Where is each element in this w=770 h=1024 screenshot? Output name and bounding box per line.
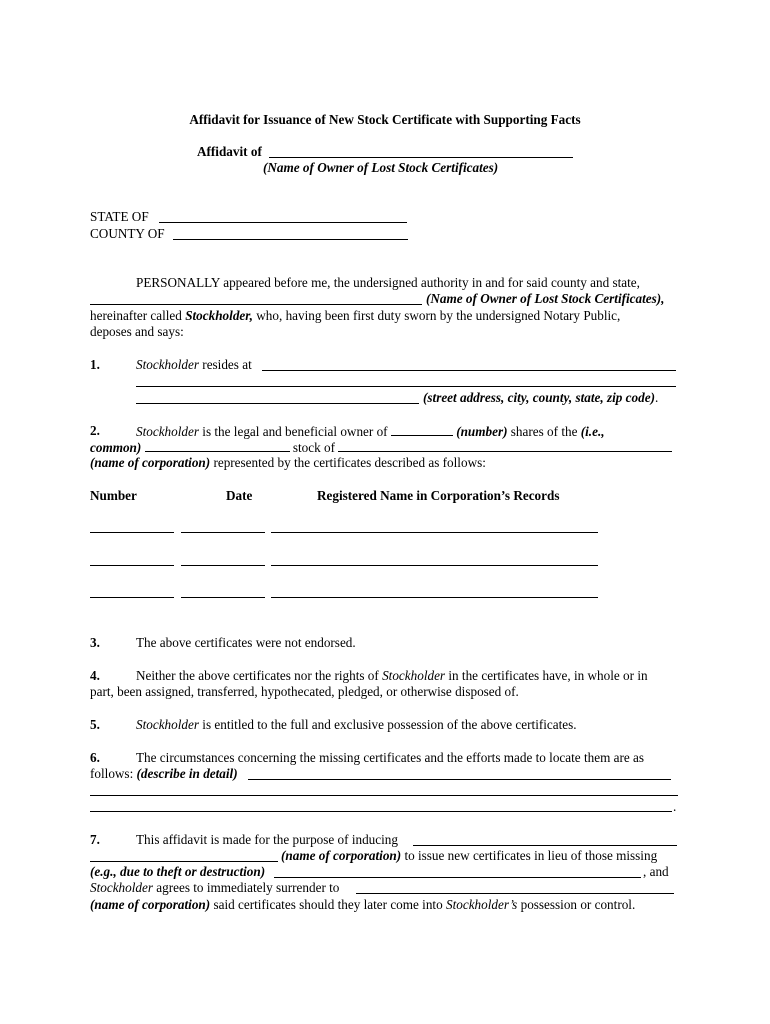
affidavit-of-label: Affidavit of xyxy=(197,144,262,159)
owner-tag: (Name of Owner of Lost Stock Certificates), xyxy=(426,291,665,306)
corp-name-line-2[interactable] xyxy=(90,861,278,862)
residence-line-3[interactable] xyxy=(136,403,419,404)
item-2-line-2: common) stock of xyxy=(90,439,672,457)
document-title: Affidavit for Issuance of New Stock Certificate with Supporting Facts xyxy=(189,112,581,127)
corporation-name-line[interactable] xyxy=(338,439,672,452)
row-2-number-line[interactable] xyxy=(90,565,174,566)
item-2-line-3: (name of corporation) represented by the certificates described as follows: xyxy=(90,455,486,470)
owner-caption: (Name of Owner of Lost Stock Certificates) xyxy=(263,160,499,175)
header-registered-name: Registered Name in Corporation’s Records xyxy=(317,488,560,503)
item-3-text: The above certificates were not endorsed. xyxy=(136,635,356,650)
inducing-corp-line[interactable] xyxy=(413,845,677,846)
item-5-number: 5. xyxy=(90,717,100,732)
item-3-number: 3. xyxy=(90,635,100,650)
circumstances-line-3[interactable] xyxy=(90,811,672,812)
address-tag: (street address, city, county, state, zip code). xyxy=(423,390,659,405)
county-label: COUNTY OF xyxy=(90,226,165,241)
shares-number-line[interactable] xyxy=(391,423,453,436)
item-7-line-1: This affidavit is made for the purpose of inducing xyxy=(136,832,398,847)
item-7-line-5: (name of corporation) said certificates should they later come into Stockholder’s possession or control. xyxy=(90,897,636,912)
row-1-date-line[interactable] xyxy=(181,532,265,533)
state-line[interactable] xyxy=(159,222,407,223)
item-4-line-2: part, been assigned, transferred, hypothecated, pledged, or otherwise disposed of. xyxy=(90,684,519,699)
item-1-text: Stockholder resides at xyxy=(136,357,252,372)
row-2-date-line[interactable] xyxy=(181,565,265,566)
item-6-line-2: follows: (describe in detail) xyxy=(90,766,238,781)
row-3-date-line[interactable] xyxy=(181,597,265,598)
circumstances-period: . xyxy=(673,799,677,814)
intro-line-1: PERSONALLY appeared before me, the undersigned authority in and for said county and state, xyxy=(136,275,640,290)
stockholder-term: Stockholder, xyxy=(185,308,253,323)
and-text: , and xyxy=(643,864,669,879)
row-3-number-line[interactable] xyxy=(90,597,174,598)
header-date: Date xyxy=(226,488,253,503)
reason-line[interactable] xyxy=(274,877,641,878)
item-7-line-2: (name of corporation) to issue new certificates in lieu of those missing xyxy=(281,848,658,863)
row-2-name-line[interactable] xyxy=(271,565,598,566)
item-6-line-1: The circumstances concerning the missing certificates and the efforts made to locate them are as xyxy=(136,750,645,765)
item-1-number: 1. xyxy=(90,357,100,372)
state-label: STATE OF xyxy=(90,209,149,224)
county-line[interactable] xyxy=(173,239,408,240)
residence-line-1[interactable] xyxy=(262,370,676,371)
item-2-line-1: Stockholder is the legal and beneficial owner of (number) shares of the (i.e., xyxy=(136,424,605,439)
item-2-number: 2. xyxy=(90,423,100,438)
intro-line-4: deposes and says: xyxy=(90,324,184,339)
circumstances-line-1[interactable] xyxy=(248,779,671,780)
item-7-line-4: Stockholder agrees to immediately surrender to xyxy=(90,880,340,895)
item-5-text: Stockholder is entitled to the full and exclusive possession of the above certificates. xyxy=(136,717,577,732)
stock-class-line[interactable] xyxy=(145,439,290,452)
intro-line-3: hereinafter called Stockholder, who, having been first duty sworn by the undersigned Notary Public, xyxy=(90,308,621,323)
owner-name-line[interactable] xyxy=(90,304,422,305)
row-1-number-line[interactable] xyxy=(90,532,174,533)
residence-line-2[interactable] xyxy=(136,386,676,387)
affiant-name-line[interactable] xyxy=(269,157,573,158)
row-3-name-line[interactable] xyxy=(271,597,598,598)
item-4-line-1: Neither the above certificates nor the rights of Stockholder in the certificates have, in whole or in xyxy=(136,668,648,683)
row-1-name-line[interactable] xyxy=(271,532,598,533)
header-number: Number xyxy=(90,488,137,503)
item-6-number: 6. xyxy=(90,750,100,765)
item-4-number: 4. xyxy=(90,668,100,683)
item-7-number: 7. xyxy=(90,832,100,847)
eg-tag: (e.g., due to theft or destruction) xyxy=(90,864,266,879)
surrender-corp-line[interactable] xyxy=(356,893,674,894)
circumstances-line-2[interactable] xyxy=(90,795,678,796)
